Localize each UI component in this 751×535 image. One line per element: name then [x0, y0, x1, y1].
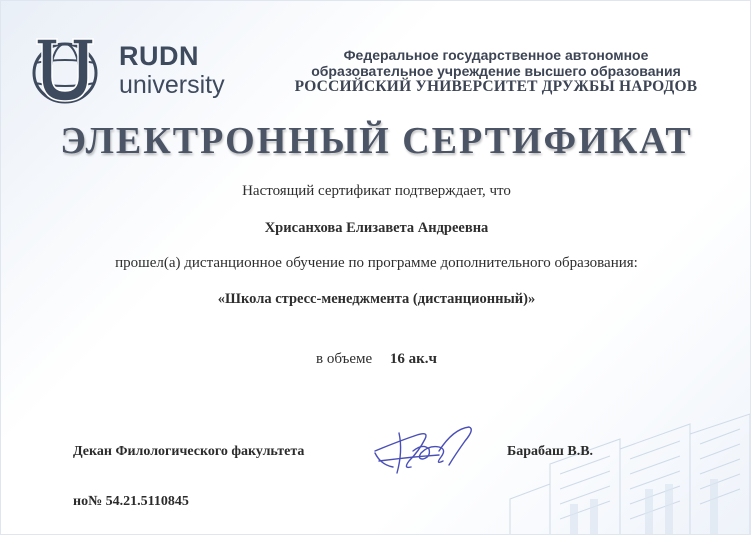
- certificate-title: ЭЛЕКТРОННЫЙ СЕРТИФИКАТ: [60, 120, 693, 162]
- signature-icon: [369, 421, 479, 481]
- logo-wordmark-university: university: [119, 71, 225, 99]
- recipient-name: Хрисанхова Елизавета Андреевна: [264, 220, 489, 236]
- signatory-name: Барабаш В.В.: [507, 444, 594, 459]
- completion-text: прошел(а) дистанционное обучение по программе дополнительного образования:: [115, 255, 638, 271]
- certificate-number: но№ 54.21.5110845: [73, 494, 189, 509]
- institution-line-1: Федеральное государственное автономное: [343, 47, 649, 63]
- institution-line-2: образовательное учреждение высшего образования: [311, 63, 681, 79]
- program-name: «Школа стресс-менеджмента (дистанционный)»: [217, 291, 536, 307]
- rudn-globe-emblem-icon: [23, 35, 111, 105]
- institution-header: [271, 47, 721, 95]
- logo-wordmark-rudn: RUDN: [119, 41, 199, 71]
- building-watermark: [470, 404, 750, 534]
- volume-line: [1, 351, 751, 368]
- signatory-position: Декан Филологического факультета: [73, 444, 305, 459]
- institution-name: РОССИЙСКИЙ УНИВЕРСИТЕТ ДРУЖБЫ НАРОДОВ: [294, 78, 698, 95]
- confirm-text: Настоящий сертификат подтверждает, что: [242, 183, 511, 199]
- volume-label: в объеме: [315, 351, 373, 367]
- volume-value: 16 ак.ч: [389, 351, 437, 367]
- rudn-logo: [23, 35, 253, 105]
